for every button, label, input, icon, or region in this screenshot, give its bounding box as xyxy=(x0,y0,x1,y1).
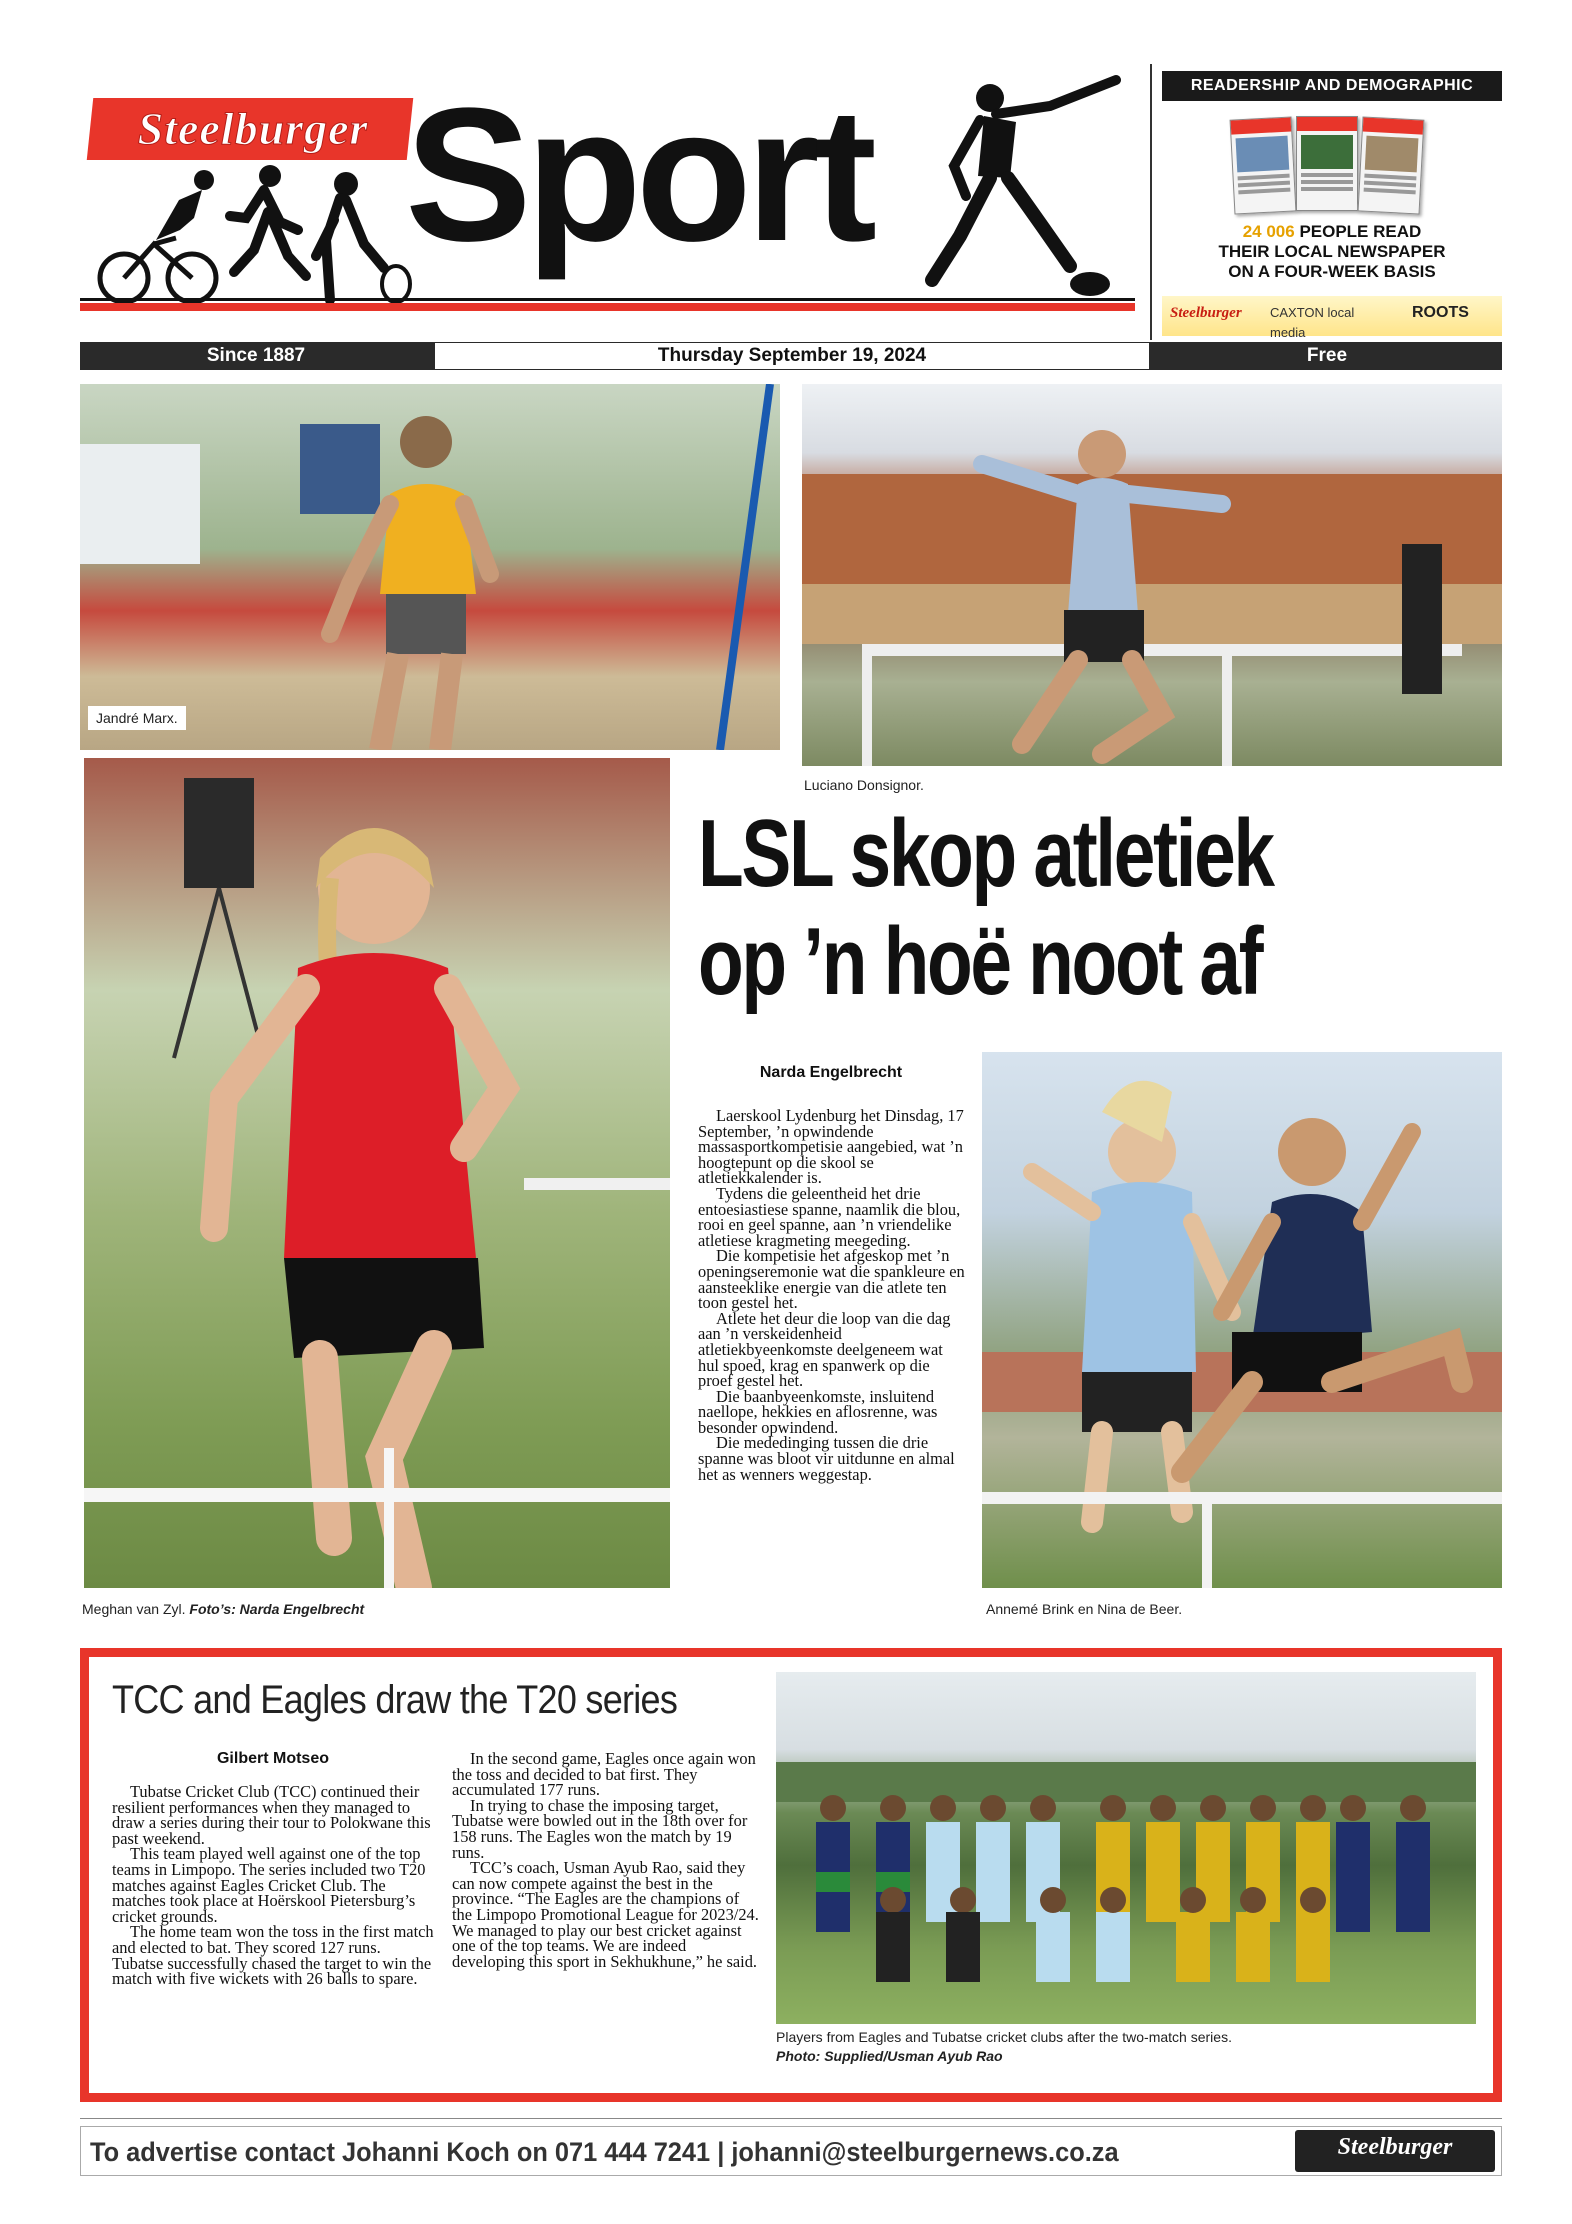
photo-caption: Luciano Donsignor. xyxy=(804,777,924,793)
cricket-column-1 xyxy=(112,1784,434,1987)
price-label: Free xyxy=(1306,345,1348,366)
paragraph: Tydens die geleentheid het drie entoesiastiese spanne, naamlik die blou, rooi en geel spanne, aan ’n vriendelike atletiese kragmeting meegeding. xyxy=(698,1183,961,1250)
paragraph: This team played well against one of the top teams in Limpopo. The series included two T20 matches against Eagles Cricket Club. The matches took place at Hoërskool Pietersburg’s cricket grounds. xyxy=(112,1844,426,1926)
readership-heading: READERSHIP AND DEMOGRAPHIC xyxy=(1162,71,1502,101)
issue-date: Thursday September 19, 2024 xyxy=(434,342,1150,370)
paragraph: The home team won the toss in the first match and elected to bat. They scored 127 runs. Tubatse successfully chased the target to win the match with five wickets with 26 balls to spare. xyxy=(112,1922,434,1989)
caxton-logo: CAXTON local media xyxy=(1270,305,1355,340)
paragraph: Tubatse Cricket Club (TCC) continued their resilient performances when they managed to draw a series during their tour to Polokwane this past weekend. xyxy=(112,1782,431,1848)
footer-rule xyxy=(80,2118,1502,2119)
newspaper-thumbnail xyxy=(1358,116,1425,214)
photo-caption: Jandré Marx. xyxy=(88,706,186,730)
masthead-rule-red xyxy=(80,303,1135,311)
cricket-photo-caption: Players from Eagles and Tubatse cricket clubs after the two-match series. Photo: Supplied/Usman Ayub Rao xyxy=(776,2029,1232,2064)
athletes-illustration xyxy=(84,160,414,310)
masthead-rule xyxy=(80,298,1135,301)
photo-luciano-donsignor xyxy=(802,384,1502,766)
newspaper-thumbnail xyxy=(1296,116,1358,211)
steelburger-logo: Steelburger xyxy=(1170,305,1242,321)
footer-logo: Steelburger xyxy=(1337,2134,1453,2160)
footballer-illustration xyxy=(920,66,1130,306)
photo-caption: Annemé Brink en Nina de Beer. xyxy=(986,1601,1183,1617)
cricket-byline: Gilbert Motseo xyxy=(216,1750,329,1767)
cricket-column-2 xyxy=(452,1751,760,1969)
since-label: Since 1887 xyxy=(206,345,306,366)
photo-anneme-brink-nina-de-beer xyxy=(982,1052,1502,1588)
brand-logo: Steelburger xyxy=(137,103,369,154)
main-byline: Narda Engelbrecht xyxy=(759,1064,903,1081)
paragraph: In the second game, Eagles once again won the toss and decided to bat first. They accumulated 177 runs. xyxy=(452,1749,756,1800)
photo-caption: Meghan van Zyl. Foto’s: Narda Engelbrecht xyxy=(82,1601,365,1617)
section-title: Sport xyxy=(405,69,872,281)
photo-meghan-van-zyl xyxy=(84,758,670,1588)
masthead-divider xyxy=(1150,64,1152,340)
roots-logo: ROOTS xyxy=(1412,304,1469,321)
main-article-body xyxy=(698,1108,966,1482)
paragraph: TCC’s coach, Usman Ayub Rao, said they can now compete against the best in the province. “The Eagles are the champions of the Limpopo Promotional League for 2023/24. We managed to play our best cricket against one of the top teams. We are indeed developing this sport in Sekhukhune,” he said. xyxy=(452,1858,759,1971)
photo-jandre-marx xyxy=(80,384,780,750)
paragraph: Die baanbyeenkomste, insluitend naellope, hekkies en aflosrenne, was besonder opwindend. xyxy=(698,1386,938,1437)
paragraph: Die mededinging tussen die drie spanne was bloot vir uitdunne en almal het as wenners weggestap. xyxy=(698,1433,955,1484)
readership-count: 24 006 PEOPLE READ THEIR LOCAL NEWSPAPER ON A FOUR-WEEK BASIS xyxy=(1218,222,1446,281)
advertise-contact: To advertise contact Johanni Koch on 071 444 7241 | johanni@steelburgernews.co.za xyxy=(90,2137,1119,2167)
paragraph: Atlete het deur die loop van die dag aan ’n verskeidenheid atletiekbyeenkomste deelgeneem wat hul spoed, krag en spanwerk op die proef gestel het. xyxy=(698,1308,951,1391)
paragraph: In trying to chase the imposing target, Tubatse were bowled out in the 18th over for 158 runs. The Eagles won the match by 19 runs. xyxy=(452,1795,748,1862)
paragraph: Laerskool Lydenburg het Dinsdag, 17 September, ’n opwindende massasportkompetisie aangebied, wat ’n hoogtepunt op die skool se atletiekkalender is. xyxy=(698,1106,964,1188)
newspaper-thumbnail xyxy=(1230,116,1297,214)
paragraph: Die kompetisie het afgeskop met ’n openingseremonie wat die spankleure en aansteeklike energie van die atlete ten toon gestel het. xyxy=(698,1246,965,1313)
main-headline: LSL skop atletiek op ’n hoë noot af xyxy=(698,800,1273,1015)
cricket-headline: TCC and Eagles draw the T20 series xyxy=(112,1678,678,1722)
photo-cricket-team xyxy=(776,1672,1476,2024)
